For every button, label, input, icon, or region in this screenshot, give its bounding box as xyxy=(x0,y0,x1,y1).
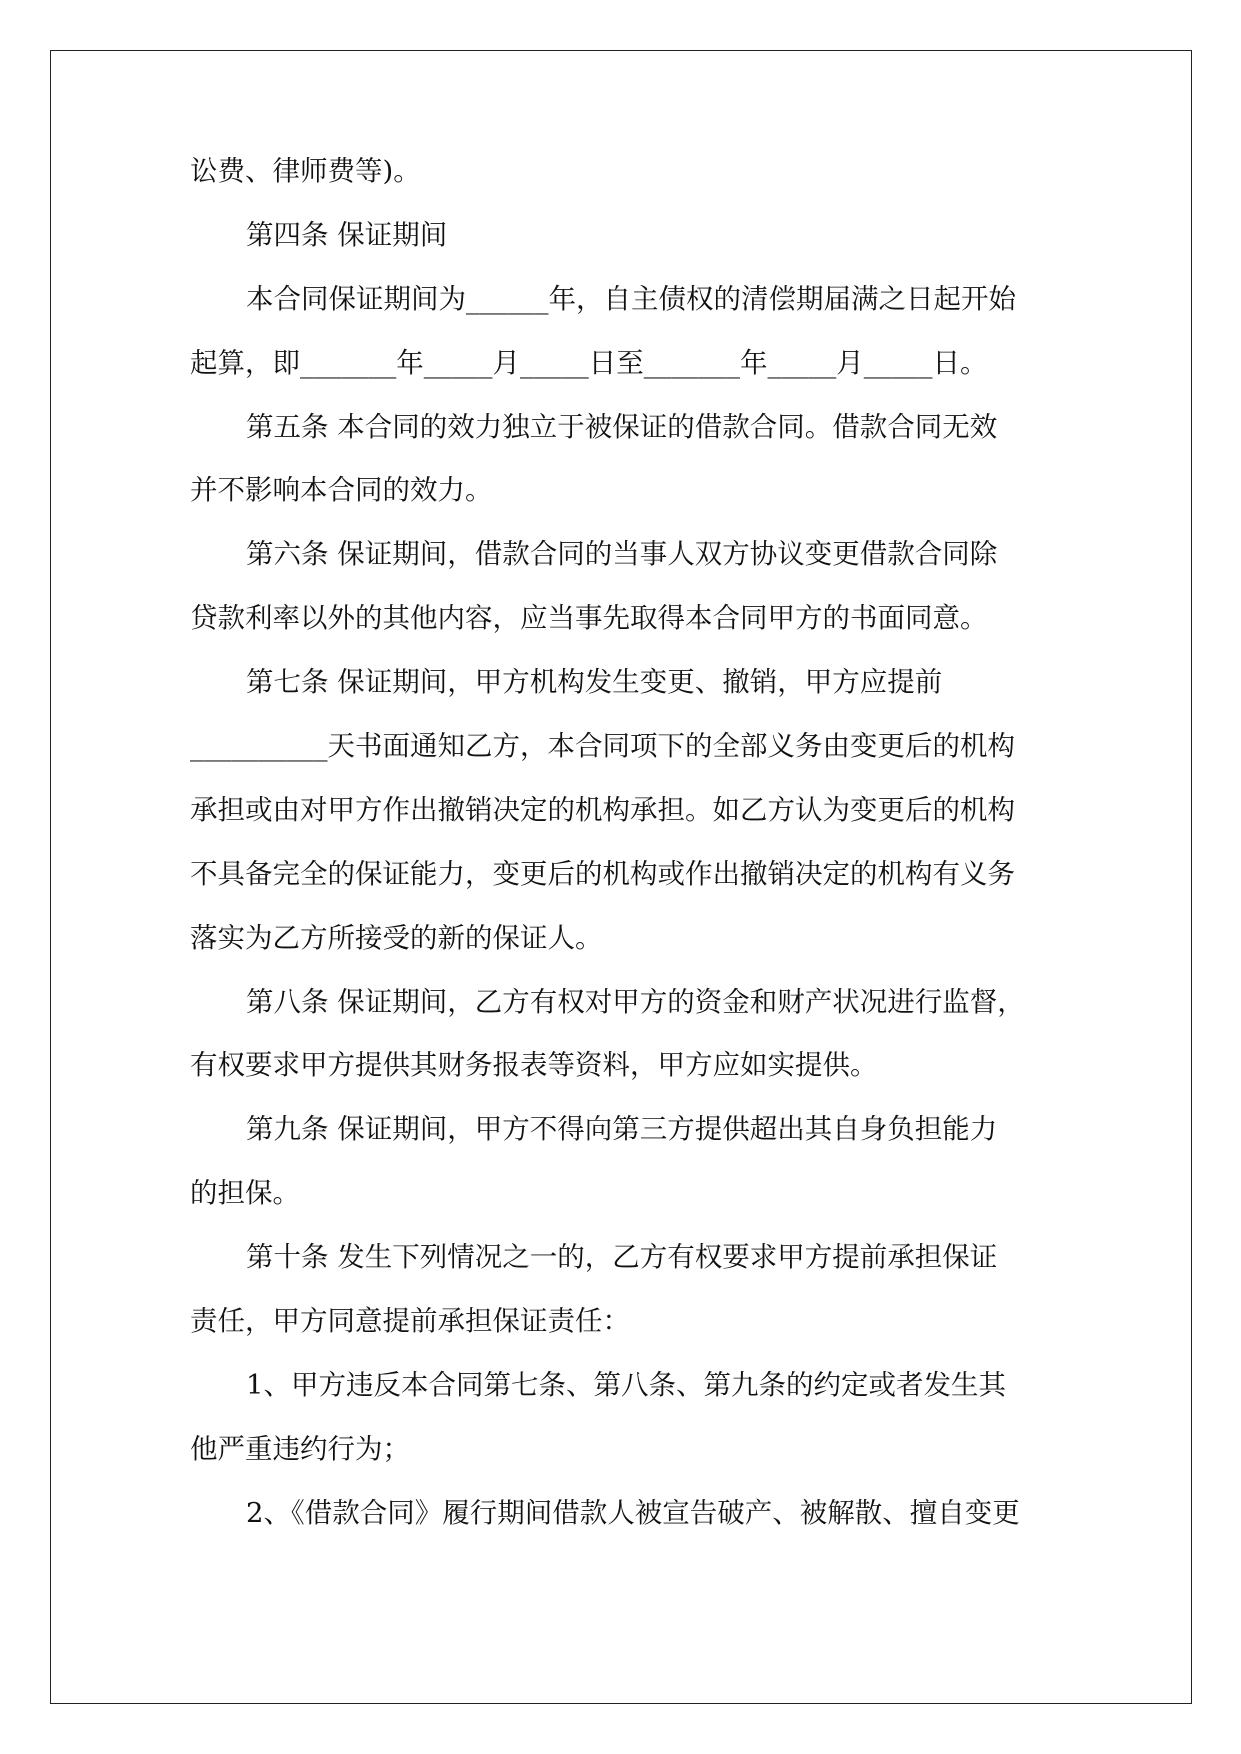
article-9-paragraph: 第九条 保证期间，甲方不得向第三方提供超出其自身负担能力 xyxy=(246,1113,998,1146)
article-7-paragraph: 第七条 保证期间，甲方机构发生变更、撤销，甲方应提前 xyxy=(246,666,943,699)
text-line: 并不影响本合同的效力。 xyxy=(190,474,493,507)
text-line: 不具备完全的保证能力，变更后的机构或作出撤销决定的机构有义务 xyxy=(190,857,1015,890)
text-line: 责任，甲方同意提前承担保证责任： xyxy=(190,1305,630,1338)
list-item-2: 2、《借款合同》履行期间借款人被宣告破产、被解散、擅自变更 xyxy=(246,1496,1020,1529)
document-body xyxy=(190,154,1060,1560)
text-line: 他严重违约行为； xyxy=(190,1432,410,1465)
article-8-paragraph: 第八条 保证期间，乙方有权对甲方的资金和财产状况进行监督， xyxy=(246,985,1025,1018)
list-item-1: 1、甲方违反本合同第七条、第八条、第九条的约定或者发生其 xyxy=(246,1368,1006,1401)
text-line: 本合同保证期间为______年，自主债权的清偿期届满之日起开始 xyxy=(246,282,1016,315)
text-line: 起算，即_______年_____月_____日至_______年_____月_____日。 xyxy=(190,346,988,379)
text-line: 讼费、律师费等)。 xyxy=(190,155,421,187)
text-line: __________天书面通知乙方，本合同项下的全部义务由变更后的机构 xyxy=(190,730,1015,763)
text-line: 的担保。 xyxy=(190,1177,300,1210)
text-line: 有权要求甲方提供其财务报表等资料，甲方应如实提供。 xyxy=(190,1049,878,1082)
article-6-paragraph: 第六条 保证期间，借款合同的当事人双方协议变更借款合同除 xyxy=(246,538,998,571)
text-line: 承担或由对甲方作出撤销决定的机构承担。如乙方认为变更后的机构 xyxy=(190,793,1015,826)
article-5-paragraph: 第五条 本合同的效力独立于被保证的借款合同。借款合同无效 xyxy=(246,410,998,443)
text-line: 落实为乙方所接受的新的保证人。 xyxy=(190,921,603,954)
article-10-paragraph: 第十条 发生下列情况之一的，乙方有权要求甲方提前承担保证 xyxy=(246,1241,998,1274)
article-4-heading: 第四条 保证期间 xyxy=(246,218,448,251)
text-line: 贷款利率以外的其他内容，应当事先取得本合同甲方的书面同意。 xyxy=(190,602,988,635)
